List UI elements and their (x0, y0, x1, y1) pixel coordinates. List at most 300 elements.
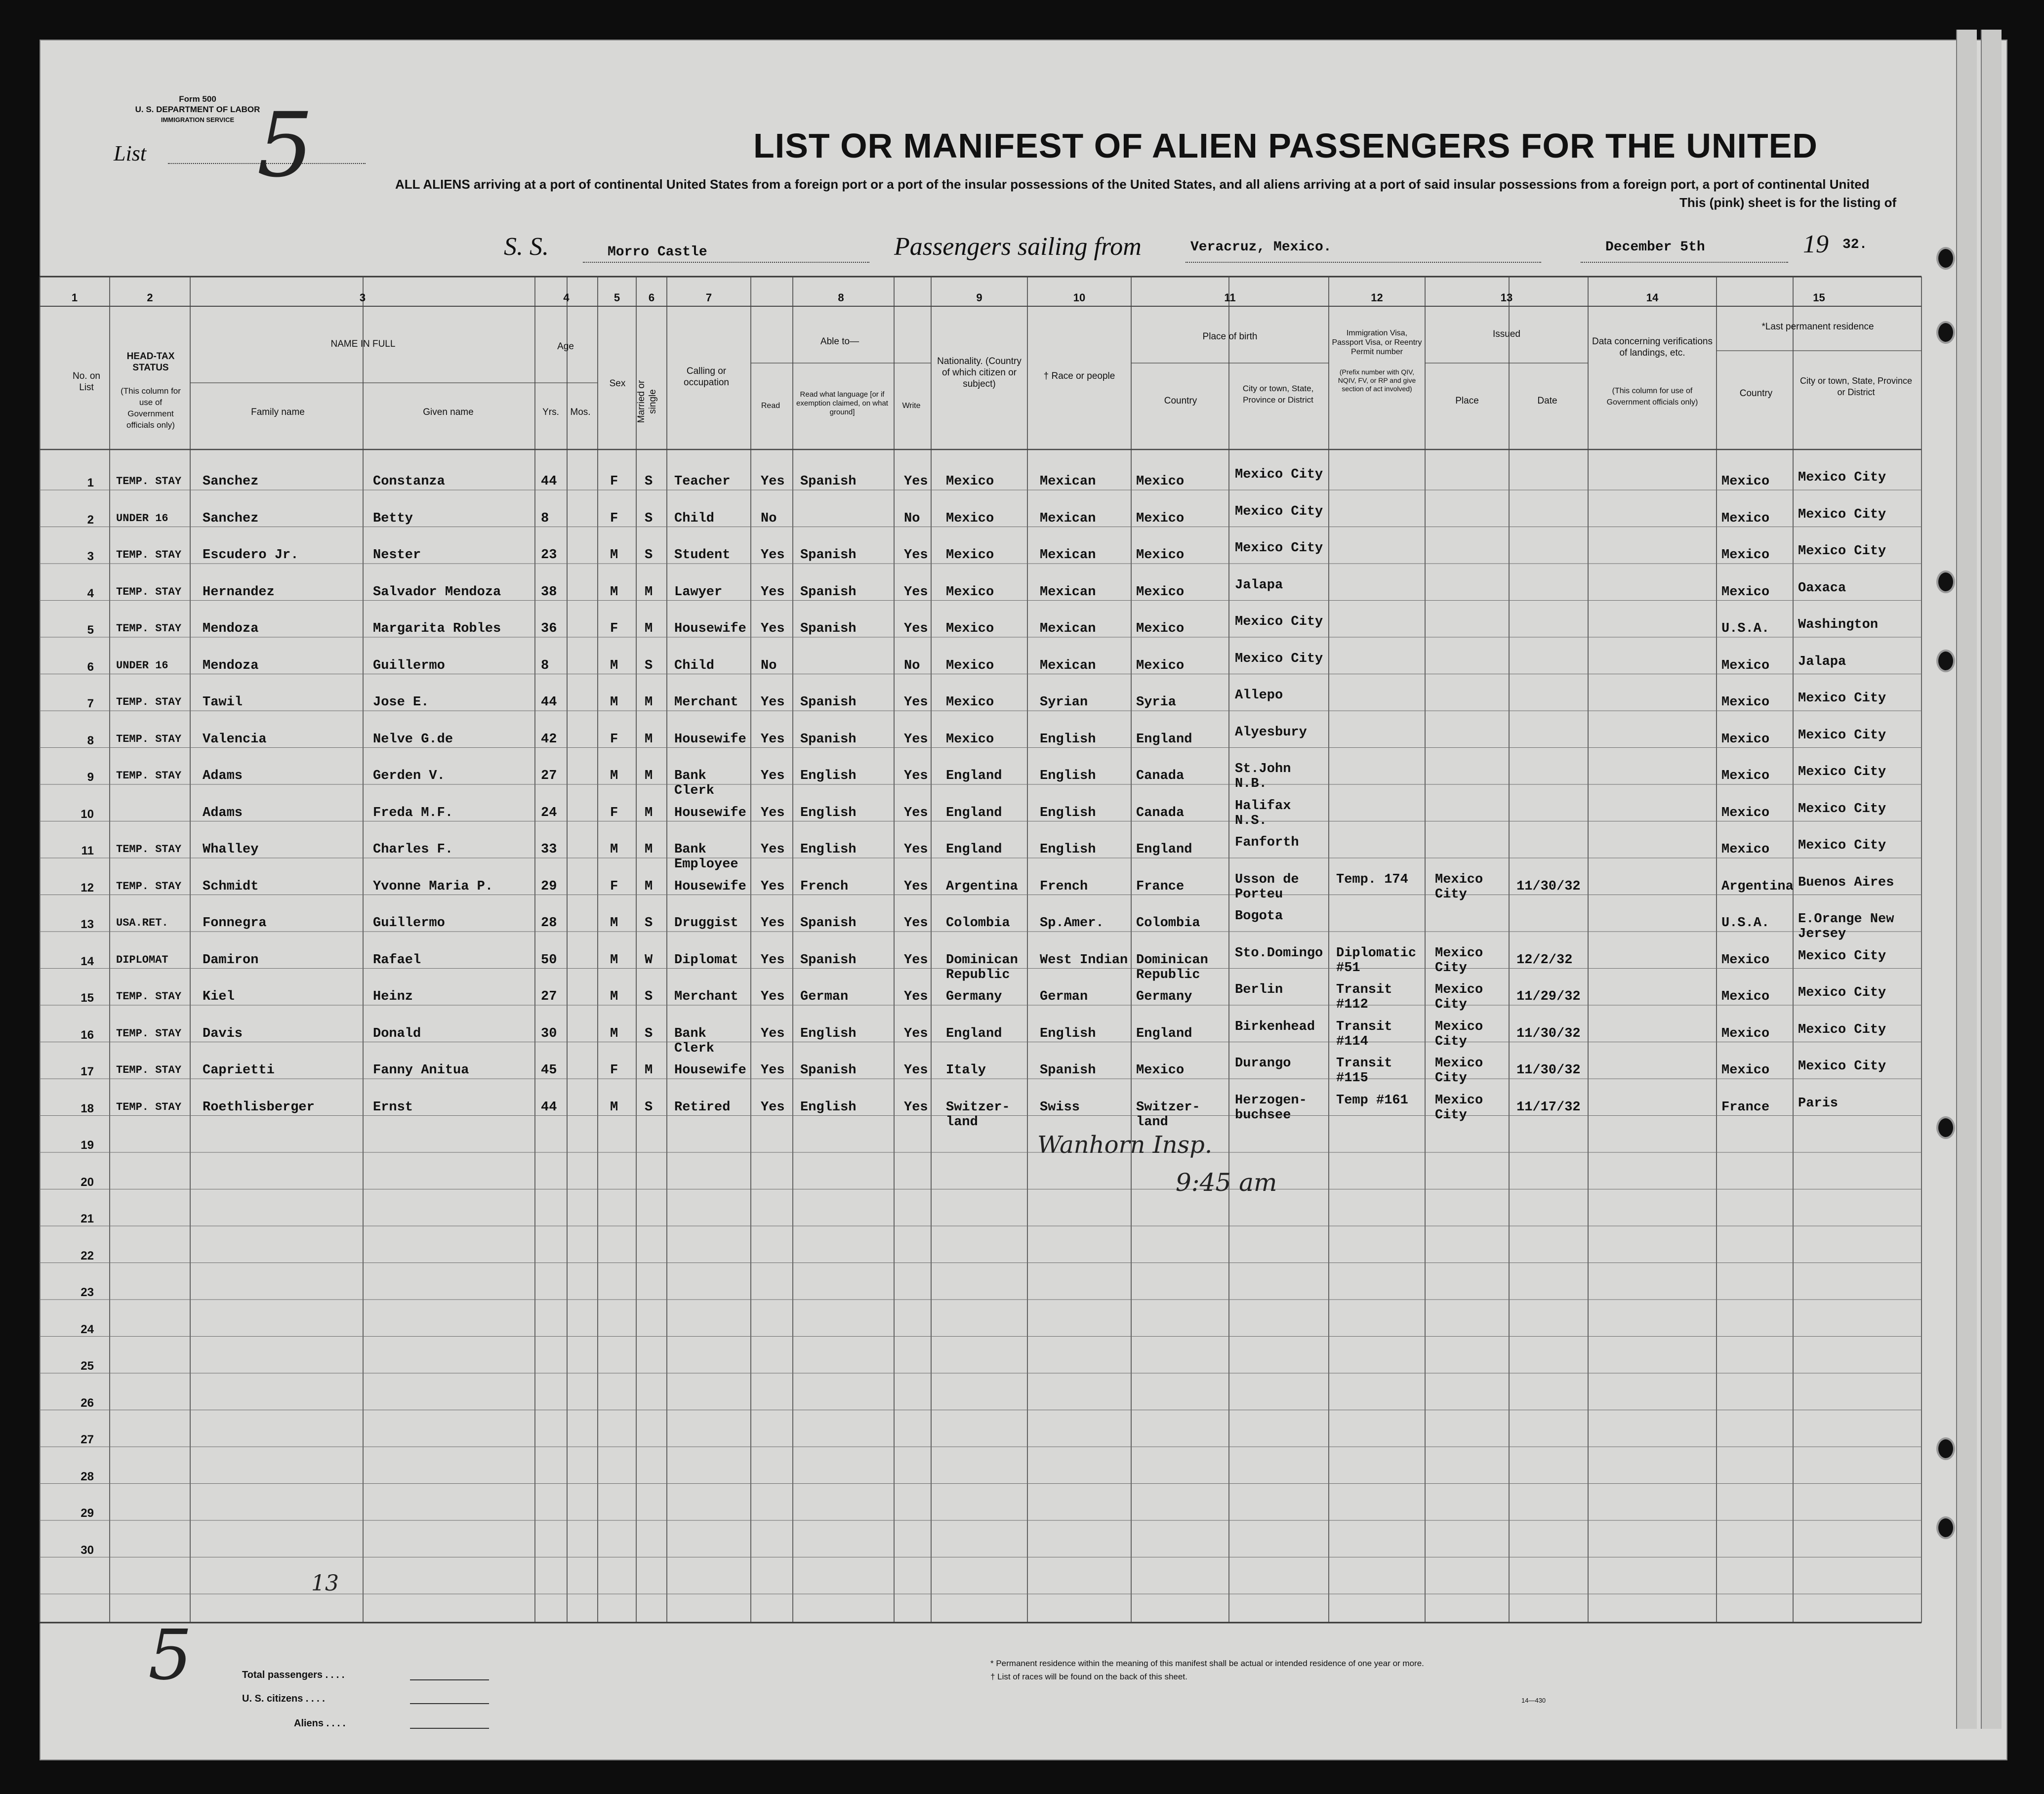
family-name: Tawil (203, 695, 243, 710)
read-language: English (800, 769, 857, 783)
header-place-of-birth: Place of birth (1202, 331, 1258, 342)
race: English (1040, 732, 1096, 747)
marital-status: M (645, 805, 653, 820)
sex: M (610, 1026, 618, 1041)
issued-date: 11/29/32 (1516, 989, 1581, 1004)
birth-city: Jalapa (1235, 577, 1283, 593)
residence-city: Mexico City (1798, 544, 1886, 559)
sex: M (610, 842, 618, 857)
total-line (410, 1679, 489, 1680)
sex: F (610, 805, 618, 820)
family-name: Mendoza (203, 621, 259, 636)
can-read: No (761, 511, 777, 526)
given-name: Ernst (373, 1100, 413, 1115)
head-tax-status: TEMP. STAY (116, 696, 182, 708)
footer-citizens: U. S. citizens . . . . (242, 1693, 325, 1704)
birth-city: Herzogen- buchsee (1235, 1093, 1307, 1123)
footer-total: Total passengers . . . . (242, 1670, 345, 1680)
birth-city: Usson de Porteu (1235, 872, 1299, 902)
binder-hole (1936, 247, 1955, 270)
row-number: 21 (81, 1212, 94, 1225)
year-suffix: 32. (1842, 237, 1868, 252)
column-number: 8 (838, 291, 844, 304)
form-number: Form 500 (179, 94, 216, 104)
residence-country: Mexico (1721, 584, 1770, 600)
residence-city: Oaxaca (1798, 580, 1846, 596)
residence-country: Mexico (1721, 548, 1770, 563)
read-language: English (800, 842, 857, 857)
row-number: 3 (87, 550, 94, 563)
nationality: Switzer- land (946, 1100, 1010, 1130)
header-issued-place: Place (1455, 396, 1479, 406)
manifest-title: LIST OR MANIFEST OF ALIEN PASSENGERS FOR THE UNITED (753, 126, 1818, 165)
birth-country: Germany (1136, 989, 1192, 1004)
age-years: 29 (541, 879, 557, 894)
binder-hole (1936, 650, 1955, 672)
can-write: Yes (904, 474, 928, 489)
can-write: Yes (904, 769, 928, 783)
row-number: 10 (81, 807, 94, 821)
birth-country: England (1136, 1026, 1192, 1041)
issued-place: Mexico City (1435, 872, 1483, 902)
visa-number: Temp. 174 (1336, 872, 1408, 887)
birth-city: St.John N.B. (1235, 762, 1291, 791)
nationality: Mexico (946, 548, 994, 563)
can-read: Yes (761, 989, 785, 1004)
given-name: Margarita Robles (373, 621, 501, 636)
given-name: Guillermo (373, 916, 445, 931)
marital-status: M (645, 621, 653, 636)
birth-country: Switzer- land (1136, 1100, 1200, 1130)
birth-city: Mexico City (1235, 614, 1323, 629)
can-read: Yes (761, 952, 785, 968)
race: West Indian (1040, 952, 1128, 968)
read-language: Spanish (800, 548, 857, 563)
sex: F (610, 474, 618, 489)
marital-status: M (645, 732, 653, 747)
can-write: Yes (904, 621, 928, 636)
occupation: Merchant (674, 695, 738, 710)
issued-place: Mexico City (1435, 1093, 1483, 1123)
residence-country: Mexico (1721, 989, 1770, 1004)
residence-city: Jalapa (1798, 654, 1846, 669)
row-number: 24 (81, 1322, 94, 1336)
family-name: Escudero Jr. (203, 548, 299, 563)
residence-country: Mexico (1721, 769, 1770, 783)
read-language: Spanish (800, 621, 857, 636)
given-name: Nester (373, 548, 421, 563)
age-years: 8 (541, 511, 549, 526)
row-number: 2 (87, 513, 94, 527)
residence-country: Mexico (1721, 695, 1770, 710)
can-write: Yes (904, 1100, 928, 1115)
occupation: Merchant (674, 989, 738, 1004)
occupation: Diplomat (674, 952, 738, 968)
race: English (1040, 805, 1096, 820)
race: Mexican (1040, 548, 1096, 563)
can-read: Yes (761, 474, 785, 489)
row-number: 17 (81, 1065, 94, 1078)
ship-name: Morro Castle (608, 245, 707, 260)
footer-note-residence: * Permanent residence within the meaning of this manifest shall be actual or intended residence of one year or more. (990, 1659, 1424, 1668)
marital-status: S (645, 474, 653, 489)
row-number: 8 (87, 734, 94, 747)
row-number: 20 (81, 1175, 94, 1189)
header-family-name: Family name (251, 407, 305, 417)
head-tax-status: UNDER 16 (116, 512, 168, 525)
footer-note-races: † List of races will be found on the back of this sheet. (990, 1672, 1187, 1681)
can-read: Yes (761, 695, 785, 710)
birth-country: Mexico (1136, 511, 1185, 526)
head-tax-status: UNDER 16 (116, 659, 168, 672)
binder-hole (1936, 1116, 1955, 1139)
marital-status: S (645, 1026, 653, 1041)
residence-city: E.Orange New Jersey (1798, 912, 1894, 941)
occupation: Student (674, 548, 731, 563)
given-name: Gerden V. (373, 769, 445, 783)
residence-city: Mexico City (1798, 507, 1886, 522)
inspector-signature: Wanhorn Insp. (1037, 1131, 1213, 1159)
read-language: Spanish (800, 584, 857, 600)
read-language: English (800, 805, 857, 820)
header-sex: Sex (609, 378, 626, 389)
birth-country: Mexico (1136, 474, 1185, 489)
given-name: Heinz (373, 989, 413, 1004)
header-issued-date: Date (1537, 396, 1557, 406)
row-number: 16 (81, 1028, 94, 1042)
can-read: Yes (761, 1100, 785, 1115)
header-name-in-full: NAME IN FULL (330, 339, 396, 349)
occupation: Housewife (674, 621, 746, 636)
issued-date: 11/17/32 (1516, 1100, 1581, 1115)
marital-status: M (645, 695, 653, 710)
sex: M (610, 916, 618, 931)
occupation: Bank Clerk (674, 1026, 715, 1056)
marital-status: M (645, 769, 653, 783)
family-name: Adams (203, 769, 243, 783)
header-data-concerning: Data concerning verifications of landings, etc. (1592, 336, 1713, 358)
can-write: Yes (904, 952, 928, 968)
column-number: 9 (976, 291, 982, 304)
occupation: Housewife (674, 805, 746, 820)
can-write: Yes (904, 805, 928, 820)
sailing-label: Passengers sailing from (894, 233, 1142, 261)
row-number: 22 (81, 1249, 94, 1263)
issued-place: Mexico City (1435, 1019, 1483, 1049)
residence-country: Mexico (1721, 511, 1770, 526)
age-years: 27 (541, 769, 557, 783)
header-birth-city: City or town, State, Province or District (1242, 384, 1314, 405)
age-years: 42 (541, 732, 557, 747)
residence-country: Mexico (1721, 805, 1770, 820)
marital-status: S (645, 916, 653, 931)
race: Mexican (1040, 474, 1096, 489)
birth-city: Mexico City (1235, 467, 1323, 482)
binder-hole (1936, 1437, 1955, 1460)
given-name: Guillermo (373, 658, 445, 673)
row-number: 23 (81, 1286, 94, 1299)
row-number: 25 (81, 1359, 94, 1373)
birth-city: Alyesbury (1235, 725, 1307, 740)
nationality: Mexico (946, 621, 994, 636)
can-read: Yes (761, 805, 785, 820)
can-read: Yes (761, 548, 785, 563)
inspection-time: 9:45 am (1176, 1168, 1277, 1197)
row-number: 29 (81, 1507, 94, 1520)
residence-city: Mexico City (1798, 985, 1886, 1000)
row-number: 28 (81, 1469, 94, 1483)
race: Sp.Amer. (1040, 916, 1104, 931)
race: Syrian (1040, 695, 1088, 710)
header-age: Age (557, 341, 574, 352)
issued-date: 11/30/32 (1516, 879, 1581, 894)
header-read-language: Read what language [or if exemption claimed, on what ground] (796, 390, 888, 416)
given-name: Rafael (373, 952, 421, 968)
birth-country: Mexico (1136, 621, 1185, 636)
occupation: Teacher (674, 474, 731, 489)
row-number: 26 (81, 1396, 94, 1410)
nationality: Mexico (946, 474, 994, 489)
birth-city: Sto.Domingo (1235, 945, 1323, 961)
age-years: 45 (541, 1063, 557, 1078)
age-years: 44 (541, 474, 557, 489)
visa-number: Diplomatic #51 (1336, 945, 1417, 976)
age-years: 38 (541, 584, 557, 600)
occupation: Bank Clerk (674, 769, 715, 798)
residence-city: Mexico City (1798, 728, 1886, 743)
column-number: 3 (359, 291, 366, 304)
row-number: 18 (81, 1101, 94, 1115)
read-language: Spanish (800, 695, 857, 710)
sex: M (610, 769, 618, 783)
family-name: Whalley (203, 842, 259, 857)
year-prefix: 19 (1803, 230, 1829, 258)
family-name: Roethlisberger (203, 1100, 315, 1115)
issued-place: Mexico City (1435, 945, 1483, 976)
row-number: 7 (87, 697, 94, 710)
family-name: Sanchez (203, 474, 259, 489)
residence-country: Argentina (1721, 879, 1794, 894)
head-tax-status: TEMP. STAY (116, 475, 182, 488)
occupation: Retired (674, 1100, 731, 1115)
sex: M (610, 989, 618, 1004)
nationality: Mexico (946, 658, 994, 673)
can-write: Yes (904, 989, 928, 1004)
handwritten-count: 13 (311, 1571, 339, 1596)
row-number: 13 (81, 918, 94, 931)
nationality: England (946, 1026, 1002, 1041)
departure-port: Veracruz, Mexico. (1190, 240, 1332, 255)
given-name: Donald (373, 1026, 421, 1041)
head-tax-status: TEMP. STAY (116, 585, 182, 598)
birth-city: Berlin (1235, 982, 1283, 997)
given-name: Betty (373, 511, 413, 526)
column-number: 5 (613, 291, 620, 304)
race: Mexican (1040, 621, 1096, 636)
head-tax-status: TEMP. STAY (116, 622, 182, 635)
header-married: Married or single (636, 380, 658, 423)
can-write: Yes (904, 695, 928, 710)
given-name: Nelve G.de (373, 732, 453, 747)
family-name: Valencia (203, 732, 267, 747)
row-number: 19 (81, 1139, 94, 1152)
binder-hole (1936, 1516, 1955, 1539)
nationality: Argentina (946, 879, 1018, 894)
row-number: 6 (87, 660, 94, 674)
given-name: Yvonne Maria P. (373, 879, 493, 894)
age-years: 23 (541, 548, 557, 563)
family-name: Hernandez (203, 584, 275, 600)
given-name: Charles F. (373, 842, 453, 857)
header-visa-note: (Prefix number with QIV, NQIV, FV, or RP and give section of act involved) (1338, 368, 1416, 393)
visa-number: Transit #114 (1336, 1019, 1392, 1049)
nationality: Colombia (946, 916, 1010, 931)
marital-status: M (645, 879, 653, 894)
sex: F (610, 879, 618, 894)
birth-country: England (1136, 732, 1192, 747)
age-years: 24 (541, 805, 557, 820)
row-number: 12 (81, 881, 94, 895)
sex: M (610, 658, 618, 673)
can-write: No (904, 658, 920, 673)
read-language: Spanish (800, 1063, 857, 1078)
marital-status: M (645, 1063, 653, 1078)
row-number: 14 (81, 954, 94, 968)
head-tax-status: TEMP. STAY (116, 1027, 182, 1040)
row-number: 4 (87, 586, 94, 600)
manifest-subtitle-1: ALL ALIENS arriving at a port of continental United States from a foreign port or a port of the insular possessions of the United States, and all aliens arriving at a port of said insular possessions from a foreign port, a port of continental United (395, 177, 1870, 192)
nationality: Mexico (946, 695, 994, 710)
issued-date: 11/30/32 (1516, 1026, 1581, 1041)
row-number: 30 (81, 1543, 94, 1557)
race: Mexican (1040, 584, 1096, 600)
birth-country: Canada (1136, 805, 1185, 820)
can-read: Yes (761, 1063, 785, 1078)
family-name: Sanchez (203, 511, 259, 526)
race: English (1040, 1026, 1096, 1041)
header-write: Write (902, 402, 921, 410)
family-name: Kiel (203, 989, 235, 1004)
footer-code: 14—430 (1521, 1697, 1546, 1704)
can-read: Yes (761, 879, 785, 894)
header-no-on-list: No. on List (73, 371, 100, 393)
residence-country: U.S.A. (1721, 916, 1770, 931)
head-tax-status: TEMP. STAY (116, 549, 182, 561)
header-head-tax: HEAD-TAX STATUS (126, 351, 175, 373)
read-language: German (800, 989, 849, 1004)
marital-status: S (645, 511, 653, 526)
column-number: 2 (147, 291, 153, 304)
marital-status: M (645, 584, 653, 600)
column-number: 12 (1371, 291, 1383, 304)
header-issued: Issued (1493, 329, 1520, 339)
read-language: Spanish (800, 952, 857, 968)
race: Mexican (1040, 658, 1096, 673)
occupation: Child (674, 511, 715, 526)
nationality: Mexico (946, 584, 994, 600)
age-years: 50 (541, 952, 557, 968)
residence-country: Mexico (1721, 474, 1770, 489)
sailing-date: December 5th (1605, 240, 1705, 255)
head-tax-status: TEMP. STAY (116, 1101, 182, 1113)
birth-country: Syria (1136, 695, 1177, 710)
residence-country: Mexico (1721, 658, 1770, 673)
can-read: Yes (761, 769, 785, 783)
sex: M (610, 584, 618, 600)
citizens-line (410, 1703, 489, 1704)
birth-country: Dominican Republic (1136, 952, 1208, 982)
can-read: Yes (761, 1026, 785, 1041)
residence-country: Mexico (1721, 842, 1770, 857)
nationality: England (946, 805, 1002, 820)
column-number: 10 (1073, 291, 1086, 304)
read-language: French (800, 879, 849, 894)
residence-city: Mexico City (1798, 838, 1886, 853)
residence-city: Washington (1798, 617, 1879, 632)
binder-hole (1936, 321, 1955, 344)
age-years: 30 (541, 1026, 557, 1041)
age-years: 44 (541, 1100, 557, 1115)
sex: F (610, 511, 618, 526)
header-res-city: City or town, State, Province or District (1799, 376, 1913, 397)
birth-city: Fanforth (1235, 835, 1299, 850)
list-label: List (114, 141, 147, 165)
header-res-country: Country (1739, 388, 1773, 399)
row-number: 9 (87, 771, 94, 784)
read-language: Spanish (800, 474, 857, 489)
can-write: Yes (904, 732, 928, 747)
aliens-line (410, 1728, 489, 1729)
age-years: 44 (541, 695, 557, 710)
can-write: Yes (904, 1063, 928, 1078)
head-tax-status: TEMP. STAY (116, 990, 182, 1003)
nationality: England (946, 842, 1002, 857)
family-name: Davis (203, 1026, 243, 1041)
residence-city: Mexico City (1798, 801, 1886, 816)
column-number: 6 (648, 291, 655, 304)
header-nationality: Nationality. (Country of which citizen or subject) (937, 356, 1022, 389)
residence-country: Mexico (1721, 952, 1770, 968)
birth-country: Canada (1136, 769, 1185, 783)
head-tax-status: TEMP. STAY (116, 843, 182, 856)
residence-country: Mexico (1721, 1063, 1770, 1078)
nationality: Mexico (946, 511, 994, 526)
can-read: Yes (761, 842, 785, 857)
row-number: 27 (81, 1433, 94, 1446)
residence-city: Mexico City (1798, 765, 1886, 779)
given-name: Salvador Mendoza (373, 584, 501, 600)
birth-country: England (1136, 842, 1192, 857)
residence-country: France (1721, 1100, 1770, 1115)
ship-underline (583, 262, 869, 263)
birth-city: Birkenhead (1235, 1019, 1315, 1034)
age-years: 33 (541, 842, 557, 857)
can-read: Yes (761, 584, 785, 600)
issued-place: Mexico City (1435, 982, 1483, 1012)
birth-city: Durango (1235, 1056, 1291, 1071)
head-tax-status: TEMP. STAY (116, 770, 182, 782)
occupation: Druggist (674, 916, 738, 931)
occupation: Housewife (674, 1063, 746, 1078)
column-number: 7 (705, 291, 712, 304)
head-tax-status: TEMP. STAY (116, 1064, 182, 1076)
header-head-tax-note: (This column for use of Government officials only) (121, 386, 181, 430)
header-data-note: (This column for use of Government officials only) (1606, 387, 1698, 407)
column-number: 14 (1646, 291, 1659, 304)
header-able-to: Able to— (820, 336, 859, 347)
marital-status: S (645, 548, 653, 563)
row-number: 15 (81, 991, 94, 1005)
